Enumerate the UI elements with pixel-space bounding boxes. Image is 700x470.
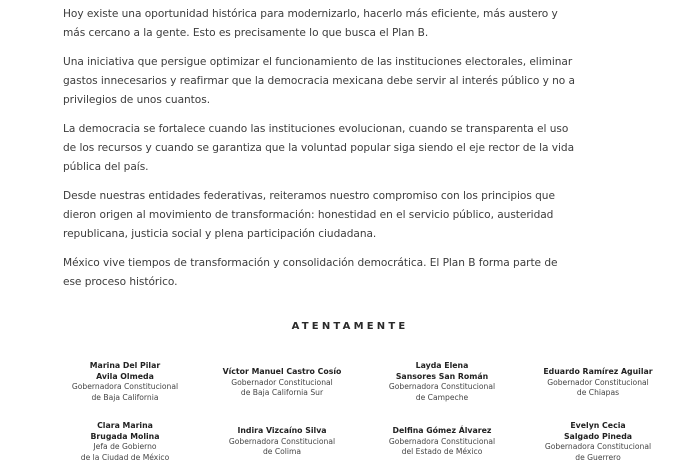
paragraph-line: ese proceso histórico.: [63, 276, 178, 288]
signatory-name: Sansores San Román: [395, 371, 489, 381]
signatory-name: Evelyn Cecia: [570, 421, 626, 430]
signature-block: [513, 421, 683, 463]
signatory-name: Salgado Pineda: [563, 431, 633, 441]
signatory-role: de Baja California: [91, 392, 159, 402]
signatory-role: de la Ciudad de México: [80, 452, 170, 462]
paragraph: [63, 254, 643, 292]
signatory-name: Clara Marina: [97, 421, 153, 430]
signatory-role: de Guerrero: [575, 452, 621, 462]
paragraph-line: gastos innecesarios y reafirmar que la democracia mexicana debe servir al interés público y no a: [63, 75, 575, 87]
signatory-role: Gobernador Constitucional: [231, 377, 333, 387]
signature-block: [197, 367, 367, 399]
paragraph: [63, 120, 643, 177]
paragraph-line: dieron origen al movimiento de transformación: honestidad en el servicio público, austeridad: [63, 209, 554, 221]
paragraph-line: Una iniciativa que persigue optimizar el funcionamiento de las instituciones electorales, eliminar: [63, 56, 573, 68]
signatory-role: Gobernadora Constitucional: [228, 436, 336, 446]
paragraph: [63, 187, 643, 244]
signatory-name: Indira Vizcaíno Silva: [237, 426, 327, 435]
signatory-role: Jefa de Gobierno: [93, 442, 157, 451]
signatory-role: del Estado de México: [401, 447, 483, 456]
closing-salutation: ATENTAMENTE: [291, 321, 409, 332]
signatory-name: Brugada Molina: [90, 431, 160, 441]
paragraph-line: más cercano a la gente. Esto es precisamente lo que busca el Plan B.: [63, 27, 429, 39]
signature-block: [40, 361, 210, 403]
signatory-role: de Campeche: [415, 392, 469, 402]
signature-block: [513, 367, 683, 399]
paragraph-line: Hoy existe una oportunidad histórica para modernizarlo, hacerlo más eficiente, más austero y: [63, 8, 558, 20]
paragraph: [63, 5, 643, 43]
signature-block: [197, 426, 367, 458]
paragraph-line: La democracia se fortalece cuando las instituciones evolucionan, cuando se transparenta el uso: [63, 123, 569, 135]
signatory-name: Avila Olmeda: [96, 371, 154, 381]
signatory-role: de Colima: [262, 447, 302, 456]
signatory-role: de Chiapas: [576, 388, 620, 397]
paragraph-line: México vive tiempos de transformación y consolidación democrática. El Plan B forma parte de: [63, 257, 558, 269]
signatory-name: Víctor Manuel Castro Cosío: [222, 367, 342, 376]
signatory-role: Gobernadora Constitucional: [388, 436, 496, 446]
signatory-role: de Baja California Sur: [240, 388, 324, 397]
signatory-name: Layda Elena: [415, 361, 469, 370]
paragraph-line: de los recursos y cuando se garantiza que la voluntad popular siga siendo el eje rector de la vida: [63, 142, 575, 154]
signatory-role: Gobernador Constitucional: [547, 377, 649, 387]
signatory-role: Gobernadora Constitucional: [544, 442, 652, 451]
signatory-name: Delfina Gómez Álvarez: [392, 426, 492, 435]
signature-block: [357, 426, 527, 458]
paragraph-line: pública del país.: [63, 161, 149, 173]
signature-block: [357, 361, 527, 403]
signatory-role: Gobernadora Constitucional: [388, 382, 496, 391]
paragraph-line: privilegios de unos cuantos.: [63, 94, 211, 106]
letter-body: [63, 5, 643, 302]
signatory-role: Gobernadora Constitucional: [71, 382, 179, 391]
signatory-name: Marina Del Pilar: [89, 361, 161, 370]
signature-block: [40, 421, 210, 463]
paragraph-line: republicana, justicia social y plena participación ciudadana.: [63, 228, 377, 240]
paragraph: [63, 53, 643, 110]
paragraph-line: Desde nuestras entidades federativas, reiteramos nuestro compromiso con los principios que: [63, 190, 555, 202]
signatory-name: Eduardo Ramírez Aguilar: [543, 367, 653, 376]
